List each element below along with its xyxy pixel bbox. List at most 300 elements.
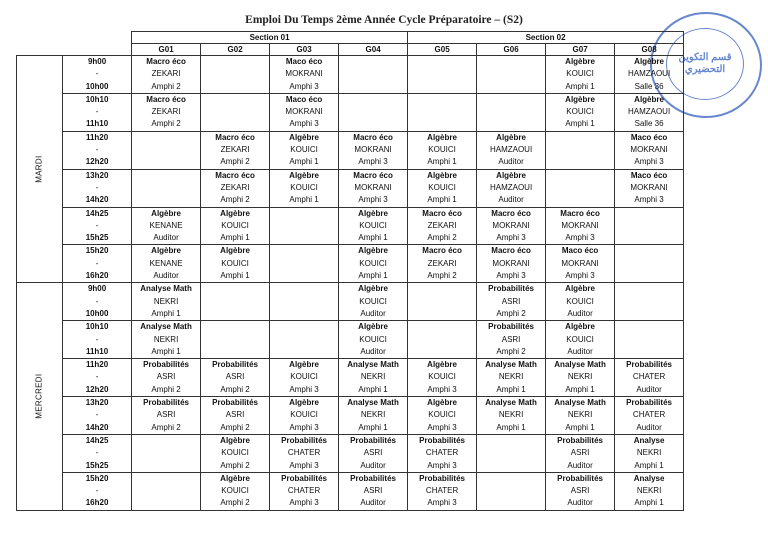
schedule-cell	[201, 207, 270, 245]
cell-room: Amphi 1	[427, 157, 457, 167]
cell-teacher: NEKRI	[567, 410, 593, 420]
cell-subject: Maco éco	[630, 170, 668, 180]
table-row	[17, 321, 684, 359]
schedule-cell	[477, 207, 546, 245]
cell-subject: Algèbre	[634, 57, 664, 66]
cell-room: Salle 36	[634, 81, 664, 91]
schedule-cell	[477, 397, 546, 435]
time-sep: -	[95, 448, 99, 458]
cell-subject: Macro éco	[215, 170, 255, 180]
cell-teacher: ZEKARI	[427, 258, 457, 268]
cell-teacher: KENANE	[149, 220, 183, 230]
cell-teacher: KOUICI	[221, 448, 249, 458]
schedule-cell	[339, 245, 408, 283]
cell-subject: Algèbre	[358, 322, 388, 332]
schedule-cell	[270, 397, 339, 435]
cell-subject: Probabilités	[143, 398, 189, 408]
cell-subject: Maco éco	[630, 132, 668, 142]
schedule-cell	[615, 207, 684, 245]
time-slot	[63, 131, 132, 169]
schedule-cell	[339, 434, 408, 472]
cell-subject: Analyse Math	[347, 398, 399, 408]
cell-teacher: ZEKARI	[220, 145, 250, 155]
schedule-cell	[408, 56, 477, 94]
cell-room: Amphi 1	[358, 384, 388, 394]
table-row	[17, 397, 684, 435]
schedule-cell	[477, 169, 546, 207]
schedule-cell	[477, 56, 546, 94]
time-start: 10h10	[85, 322, 109, 332]
schedule-cell	[408, 169, 477, 207]
cell-room: Amphi 3	[496, 233, 526, 243]
cell-room: Amphi 3	[289, 422, 319, 432]
time-end: 12h20	[85, 384, 109, 394]
table-row	[17, 169, 684, 207]
schedule-cell	[270, 359, 339, 397]
cell-teacher: KOUICI	[566, 334, 594, 344]
cell-room: Auditor	[567, 498, 593, 508]
cell-teacher: KOUICI	[359, 258, 387, 268]
schedule-cell	[270, 93, 339, 131]
schedule-cell	[132, 245, 201, 283]
schedule-cell	[132, 359, 201, 397]
schedule-cell	[201, 397, 270, 435]
cell-subject: Algèbre	[358, 246, 388, 256]
schedule-cell	[339, 397, 408, 435]
cell-teacher: MOKRANI	[492, 220, 530, 230]
cell-room: Auditor	[360, 498, 386, 508]
cell-teacher: CHATER	[632, 410, 666, 420]
cell-teacher: NEKRI	[153, 296, 179, 306]
cell-teacher: MOKRANI	[354, 182, 392, 192]
cell-teacher: KOUICI	[221, 258, 249, 268]
schedule-cell	[339, 169, 408, 207]
cell-room: Amphi 1	[496, 422, 526, 432]
cell-subject: Algèbre	[634, 94, 664, 104]
cell-subject: Algèbre	[220, 208, 250, 218]
schedule-cell	[408, 359, 477, 397]
cell-teacher: NEKRI	[636, 448, 662, 458]
cell-room: Auditor	[567, 460, 593, 470]
schedule-cell	[339, 283, 408, 321]
cell-room: Amphi 3	[289, 384, 319, 394]
cell-room: Amphi 2	[151, 81, 181, 91]
section-02-header: Section 02	[408, 32, 684, 44]
schedule-cell	[408, 434, 477, 472]
cell-subject: Analyse Math	[140, 322, 192, 332]
cell-teacher: CHATER	[425, 448, 459, 458]
cell-room: Amphi 2	[220, 498, 250, 508]
schedule-cell	[546, 434, 615, 472]
time-start: 11h20	[85, 132, 109, 142]
cell-teacher: MOKRANI	[561, 258, 599, 268]
cell-teacher: ASRI	[156, 410, 176, 420]
time-slot	[63, 56, 132, 94]
cell-teacher: MOKRANI	[561, 220, 599, 230]
group-header: G06	[477, 44, 546, 56]
schedule-cell	[477, 131, 546, 169]
cell-teacher: KOUICI	[359, 296, 387, 306]
time-slot	[63, 207, 132, 245]
cell-room: Amphi 3	[427, 498, 457, 508]
time-end: 16h20	[85, 271, 109, 281]
schedule-cell	[132, 207, 201, 245]
schedule-cell	[339, 472, 408, 510]
cell-teacher: KOUICI	[221, 220, 249, 230]
cell-subject: Algèbre	[220, 473, 250, 483]
table-row	[17, 93, 684, 131]
cell-teacher: MOKRANI	[492, 258, 530, 268]
cell-subject: Probabilités	[212, 360, 258, 370]
time-sep: -	[95, 486, 99, 496]
cell-subject: Algèbre	[151, 246, 181, 256]
schedule-cell	[270, 169, 339, 207]
cell-subject: Analyse	[633, 435, 665, 445]
cell-subject: Algèbre	[496, 170, 526, 180]
schedule-cell	[339, 207, 408, 245]
time-start: 9h00	[87, 284, 107, 294]
schedule-cell	[477, 472, 546, 510]
cell-room: Amphi 1	[289, 195, 319, 205]
schedule-cell	[615, 359, 684, 397]
cell-room: Amphi 3	[565, 271, 595, 281]
cell-teacher: KOUICI	[290, 410, 318, 420]
cell-teacher: ASRI	[501, 296, 521, 306]
cell-teacher: MOKRANI	[630, 182, 668, 192]
cell-room: Amphi 1	[220, 233, 250, 243]
schedule-cell	[201, 169, 270, 207]
cell-subject: Analyse Math	[140, 284, 192, 294]
schedule-cell	[546, 56, 615, 94]
cell-room: Amphi 2	[151, 422, 181, 432]
cell-room: Auditor	[498, 157, 524, 167]
cell-teacher: NEKRI	[636, 486, 662, 496]
cell-subject: Macro éco	[215, 132, 255, 142]
schedule-cell	[132, 131, 201, 169]
schedule-cell	[477, 359, 546, 397]
cell-subject: Algèbre	[289, 398, 319, 408]
schedule-cell	[477, 245, 546, 283]
cell-subject: Algèbre	[427, 360, 457, 370]
schedule-cell	[270, 56, 339, 94]
schedule-cell	[546, 283, 615, 321]
time-start: 14h25	[85, 435, 109, 445]
schedule-cell	[201, 434, 270, 472]
time-end: 10h00	[85, 81, 109, 91]
schedule-cell	[615, 434, 684, 472]
cell-teacher: CHATER	[287, 486, 321, 496]
schedule-cell	[201, 321, 270, 359]
cell-subject: Probabilités	[626, 398, 672, 408]
cell-subject: Algèbre	[220, 246, 250, 256]
cell-room: Amphi 1	[151, 346, 181, 356]
schedule-cell	[546, 207, 615, 245]
cell-subject: Macro éco	[491, 208, 531, 218]
day-label	[17, 56, 63, 283]
time-end: 15h25	[85, 460, 109, 470]
cell-subject: Maco éco	[561, 246, 599, 256]
cell-subject: Probabilités	[419, 473, 465, 483]
cell-teacher: HAMZAOUI	[489, 145, 533, 155]
schedule-cell	[270, 245, 339, 283]
cell-teacher: KOUICI	[359, 334, 387, 344]
time-start: 15h20	[85, 246, 109, 256]
cell-room: Auditor	[360, 346, 386, 356]
cell-subject: Probabilités	[419, 435, 465, 445]
schedule-cell	[201, 93, 270, 131]
schedule-cell	[408, 397, 477, 435]
cell-room: Auditor	[360, 308, 386, 318]
cell-teacher: KENANE	[149, 258, 183, 268]
cell-teacher: ASRI	[225, 372, 245, 382]
cell-subject: Macro éco	[422, 246, 462, 256]
cell-subject: Macro éco	[146, 94, 186, 104]
time-sep: -	[95, 410, 99, 420]
cell-room: Amphi 3	[358, 195, 388, 205]
cell-teacher: HAMZAOUI	[489, 182, 533, 192]
schedule-cell	[408, 321, 477, 359]
schedule-cell	[408, 245, 477, 283]
schedule-cell	[132, 397, 201, 435]
time-slot	[63, 434, 132, 472]
schedule-cell	[408, 93, 477, 131]
schedule-cell	[546, 169, 615, 207]
cell-teacher: NEKRI	[498, 410, 524, 420]
cell-teacher: NEKRI	[360, 410, 386, 420]
cell-room: Amphi 3	[634, 157, 664, 167]
cell-room: Auditor	[567, 346, 593, 356]
cell-room: Amphi 2	[496, 308, 526, 318]
cell-teacher: NEKRI	[360, 372, 386, 382]
cell-subject: Macro éco	[560, 208, 600, 218]
schedule-cell	[201, 131, 270, 169]
day-label	[17, 283, 63, 510]
cell-subject: Algèbre	[151, 208, 181, 218]
schedule-cell	[270, 321, 339, 359]
cell-room: Amphi 1	[220, 271, 250, 281]
cell-teacher: MOKRANI	[354, 145, 392, 155]
schedule-cell	[201, 245, 270, 283]
schedule-cell	[132, 169, 201, 207]
cell-subject: Algèbre	[565, 284, 595, 294]
schedule-cell	[546, 397, 615, 435]
cell-room: Amphi 1	[565, 422, 595, 432]
schedule-cell	[546, 131, 615, 169]
cell-subject: Probabilités	[143, 360, 189, 370]
cell-subject: Maco éco	[285, 57, 323, 66]
cell-room: Amphi 3	[289, 119, 319, 129]
cell-subject: Algèbre	[427, 170, 457, 180]
time-end: 11h10	[85, 346, 109, 356]
cell-teacher: KOUICI	[290, 182, 318, 192]
cell-subject: Macro éco	[146, 57, 186, 66]
cell-teacher: ASRI	[363, 486, 383, 496]
schedule-cell	[201, 283, 270, 321]
group-header: G08	[615, 44, 684, 56]
schedule-cell	[615, 472, 684, 510]
time-start: 15h20	[85, 473, 109, 483]
cell-subject: Probabilités	[557, 435, 603, 445]
cell-room: Salle 36	[634, 119, 664, 129]
schedule-cell	[339, 131, 408, 169]
cell-teacher: KOUICI	[428, 182, 456, 192]
cell-subject: Algèbre	[220, 435, 250, 445]
cell-teacher: KOUICI	[359, 220, 387, 230]
schedule-cell	[339, 359, 408, 397]
cell-teacher: ZEKARI	[427, 220, 457, 230]
cell-subject: Analyse Math	[347, 360, 399, 370]
cell-teacher: KOUICI	[428, 372, 456, 382]
cell-subject: Analyse Math	[485, 398, 537, 408]
cell-teacher: ASRI	[570, 448, 590, 458]
schedule-cell	[408, 283, 477, 321]
schedule-cell	[339, 56, 408, 94]
table-row	[17, 472, 684, 510]
schedule-cell	[132, 472, 201, 510]
cell-subject: Algèbre	[358, 208, 388, 218]
time-end: 14h20	[85, 422, 109, 432]
table-row	[17, 207, 684, 245]
cell-subject: Analyse Math	[554, 398, 606, 408]
cell-subject: Algèbre	[496, 132, 526, 142]
cell-subject: Macro éco	[422, 208, 462, 218]
section-01-header: Section 01	[132, 32, 408, 44]
time-sep: -	[95, 107, 99, 117]
time-end: 10h00	[85, 308, 109, 318]
schedule-cell	[408, 131, 477, 169]
cell-room: Amphi 3	[427, 460, 457, 470]
cell-teacher: ASRI	[225, 410, 245, 420]
cell-room: Amphi 1	[634, 460, 664, 470]
schedule-cell	[201, 56, 270, 94]
table-row	[17, 131, 684, 169]
group-header: G01	[132, 44, 201, 56]
cell-room: Auditor	[153, 271, 179, 281]
day-name: MARDI	[34, 155, 44, 183]
cell-room: Amphi 1	[358, 271, 388, 281]
cell-subject: Algèbre	[358, 284, 388, 294]
schedule-cell	[132, 283, 201, 321]
schedule-cell	[201, 359, 270, 397]
cell-subject: Algèbre	[289, 170, 319, 180]
cell-subject: Algèbre	[427, 398, 457, 408]
schedule-cell	[615, 131, 684, 169]
page-title: Emploi Du Temps 2ème Année Cycle Préparatoire – (S2)	[245, 14, 523, 26]
time-start: 9h00	[87, 57, 107, 66]
cell-subject: Probabilités	[488, 284, 534, 294]
time-sep: -	[95, 258, 99, 268]
cell-teacher: ZEKARI	[220, 182, 250, 192]
time-end: 11h10	[85, 119, 109, 129]
cell-teacher: KOUICI	[566, 69, 594, 79]
table-row	[17, 245, 684, 283]
stamp-text: قسم التكوين التحضيري	[666, 28, 744, 100]
cell-subject: Probabilités	[350, 435, 396, 445]
table-row	[17, 359, 684, 397]
cell-teacher: ASRI	[363, 448, 383, 458]
schedule-cell	[477, 434, 546, 472]
schedule-cell	[132, 93, 201, 131]
schedule-cell	[615, 56, 684, 94]
cell-room: Amphi 2	[220, 422, 250, 432]
cell-subject: Maco éco	[285, 94, 323, 104]
time-sep: -	[95, 296, 99, 306]
group-header: G05	[408, 44, 477, 56]
cell-subject: Probabilités	[212, 398, 258, 408]
cell-room: Amphi 2	[220, 460, 250, 470]
schedule-cell	[270, 434, 339, 472]
cell-teacher: ASRI	[501, 334, 521, 344]
cell-teacher: KOUICI	[428, 145, 456, 155]
group-header: G07	[546, 44, 615, 56]
cell-room: Amphi 2	[151, 384, 181, 394]
schedule-cell	[201, 472, 270, 510]
cell-teacher: ASRI	[570, 486, 590, 496]
cell-teacher: MOKRANI	[285, 69, 323, 79]
cell-room: Amphi 3	[358, 157, 388, 167]
cell-teacher: ZEKARI	[151, 69, 181, 79]
cell-subject: Analyse	[633, 473, 665, 483]
schedule-cell	[270, 472, 339, 510]
cell-room: Auditor	[153, 233, 179, 243]
schedule-cell	[339, 321, 408, 359]
cell-teacher: NEKRI	[567, 372, 593, 382]
schedule-cell	[615, 321, 684, 359]
cell-room: Amphi 1	[358, 233, 388, 243]
table-row	[17, 434, 684, 472]
cell-teacher: ZEKARI	[151, 107, 181, 117]
time-start: 13h20	[85, 398, 109, 408]
schedule-cell	[270, 131, 339, 169]
group-header: G04	[339, 44, 408, 56]
group-header: G03	[270, 44, 339, 56]
time-sep: -	[95, 69, 99, 79]
cell-room: Amphi 1	[289, 157, 319, 167]
cell-room: Amphi 3	[427, 384, 457, 394]
schedule-cell	[615, 283, 684, 321]
time-slot	[63, 472, 132, 510]
time-sep: -	[95, 145, 99, 155]
schedule-cell	[546, 359, 615, 397]
time-sep: -	[95, 334, 99, 344]
time-slot	[63, 169, 132, 207]
time-start: 14h25	[85, 208, 109, 218]
cell-room: Auditor	[360, 460, 386, 470]
cell-teacher: KOUICI	[566, 107, 594, 117]
time-end: 12h20	[85, 157, 109, 167]
cell-subject: Probabilités	[281, 473, 327, 483]
cell-teacher: CHATER	[632, 372, 666, 382]
cell-room: Amphi 3	[496, 271, 526, 281]
schedule-cell	[546, 93, 615, 131]
cell-room: Amphi 2	[496, 346, 526, 356]
cell-teacher: HAMZAOUI	[627, 107, 671, 117]
schedule-cell	[132, 56, 201, 94]
time-end: 16h20	[85, 498, 109, 508]
schedule-cell	[270, 283, 339, 321]
schedule-cell	[408, 207, 477, 245]
cell-room: Auditor	[636, 384, 662, 394]
schedule-cell	[615, 169, 684, 207]
time-sep: -	[95, 372, 99, 382]
day-name: MERCREDI	[34, 373, 44, 420]
schedule-cell	[615, 245, 684, 283]
table-row	[17, 56, 684, 94]
cell-room: Amphi 3	[427, 422, 457, 432]
schedule-cell	[546, 245, 615, 283]
time-end: 14h20	[85, 195, 109, 205]
cell-room: Amphi 2	[220, 195, 250, 205]
